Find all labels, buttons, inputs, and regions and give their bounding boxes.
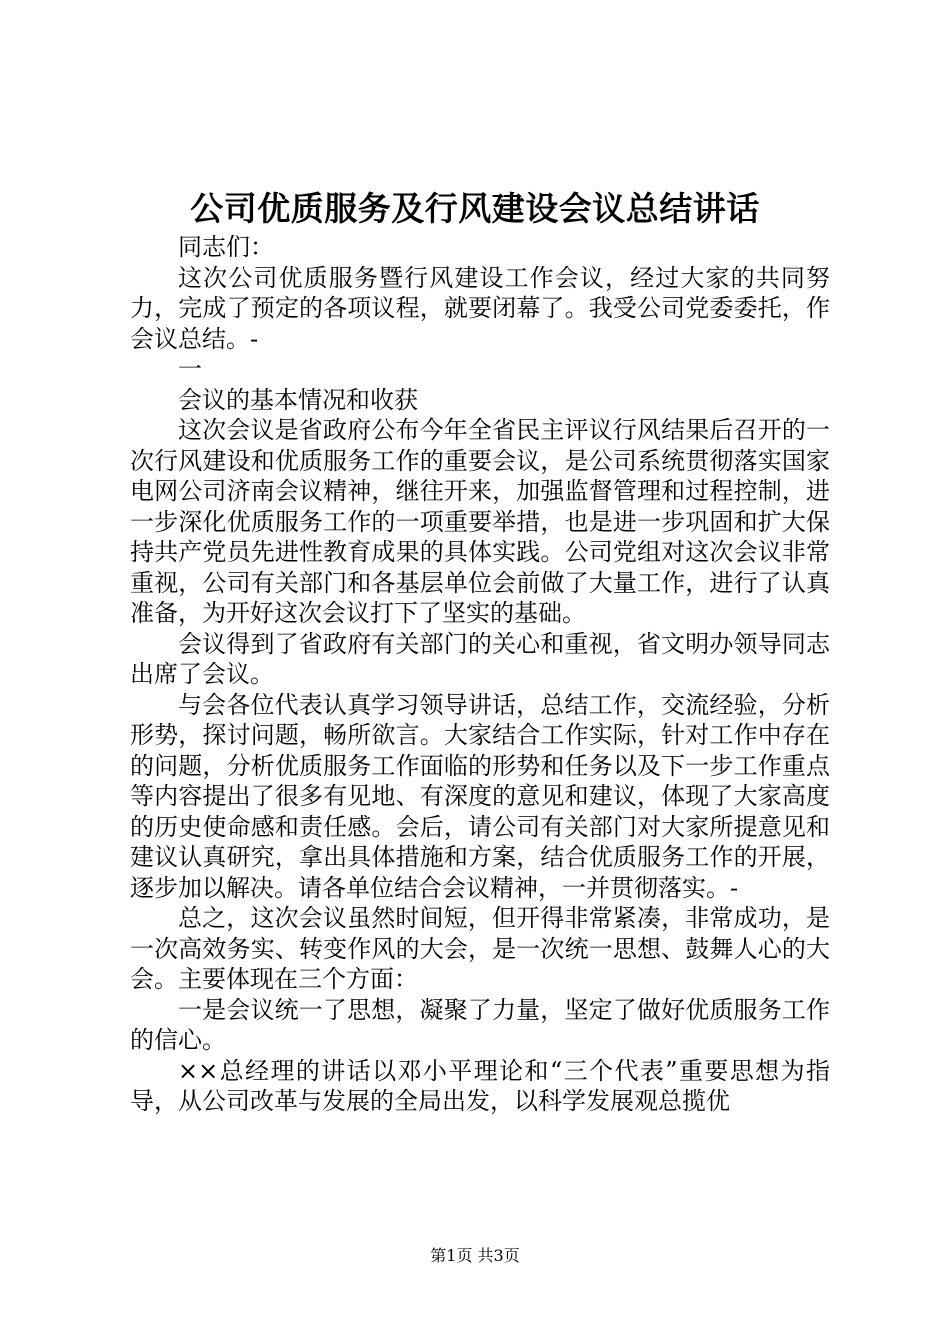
paragraph-delegates-discussion: 与会各位代表认真学习领导讲话，总结工作，交流经验，分析形势，探讨问题，畅所欲言。大家结合工作实际，针对工作中存在的问题，分析优质服务工作面临的形势和任务以及下一步工作重点等内容提出了很多有见地、有深度的意见和建议，体现了大家高度的历史使命感和责任感。会后，请公司有关部门对大家所提意见和建议认真研究，拿出具体措施和方案，结合优质服务工作的开展，逐步加以解决。请各单位结合会议精神，一并贯彻落实。- — [130, 690, 830, 902]
paragraph-salutation: 同志们： — [178, 233, 274, 261]
paragraph-intro: 这次公司优质服务暨行风建设工作会议，经过大家的共同努力，完成了预定的各项议程，就要闭幕了。我受公司党委委托，作会议总结。- — [130, 263, 830, 353]
document-body — [130, 232, 830, 1117]
paragraph-government-attention: 会议得到了省政府有关部门的关心和重视，省文明办领导同志出席了会议。 — [130, 629, 830, 688]
section-number: 一 — [178, 355, 202, 383]
paragraph-summary: 总之，这次会议虽然时间短，但开得非常紧凑，非常成功，是一次高效务实、转变作风的大会，是一次统一思想、鼓舞人心的大会。主要体现在三个方面： — [130, 904, 830, 993]
section-heading: 会议的基本情况和收获 — [178, 385, 418, 414]
paragraph-point-one: 一是会议统一了思想，凝聚了力量，坚定了做好优质服务工作的信心。 — [130, 995, 830, 1054]
document-title: 公司优质服务及行风建设会议总结讲话 — [190, 189, 760, 228]
paragraph-manager-speech: ××总经理的讲话以邓小平理论和“三个代表”重要思想为指导，从公司改革与发展的全局出发，以科学发展观总揽优 — [130, 1056, 830, 1115]
page-footer: 第1页 共3页 — [430, 1246, 520, 1265]
paragraph-meeting-background: 这次会议是省政府公布今年全省民主评议行风结果后召开的一次行风建设和优质服务工作的重要会议，是公司系统贯彻落实国家电网公司济南会议精神，继往开来，加强监督管理和过程控制，进一步深化优质服务工作的一项重要举措，也是进一步巩固和扩大保持共产党员先进性教育成果的具体实践。公司党组对这次会议非常重视，公司有关部门和各基层单位会前做了大量工作，进行了认真准备，为开好这次会议打下了坚实的基础。 — [130, 416, 830, 627]
